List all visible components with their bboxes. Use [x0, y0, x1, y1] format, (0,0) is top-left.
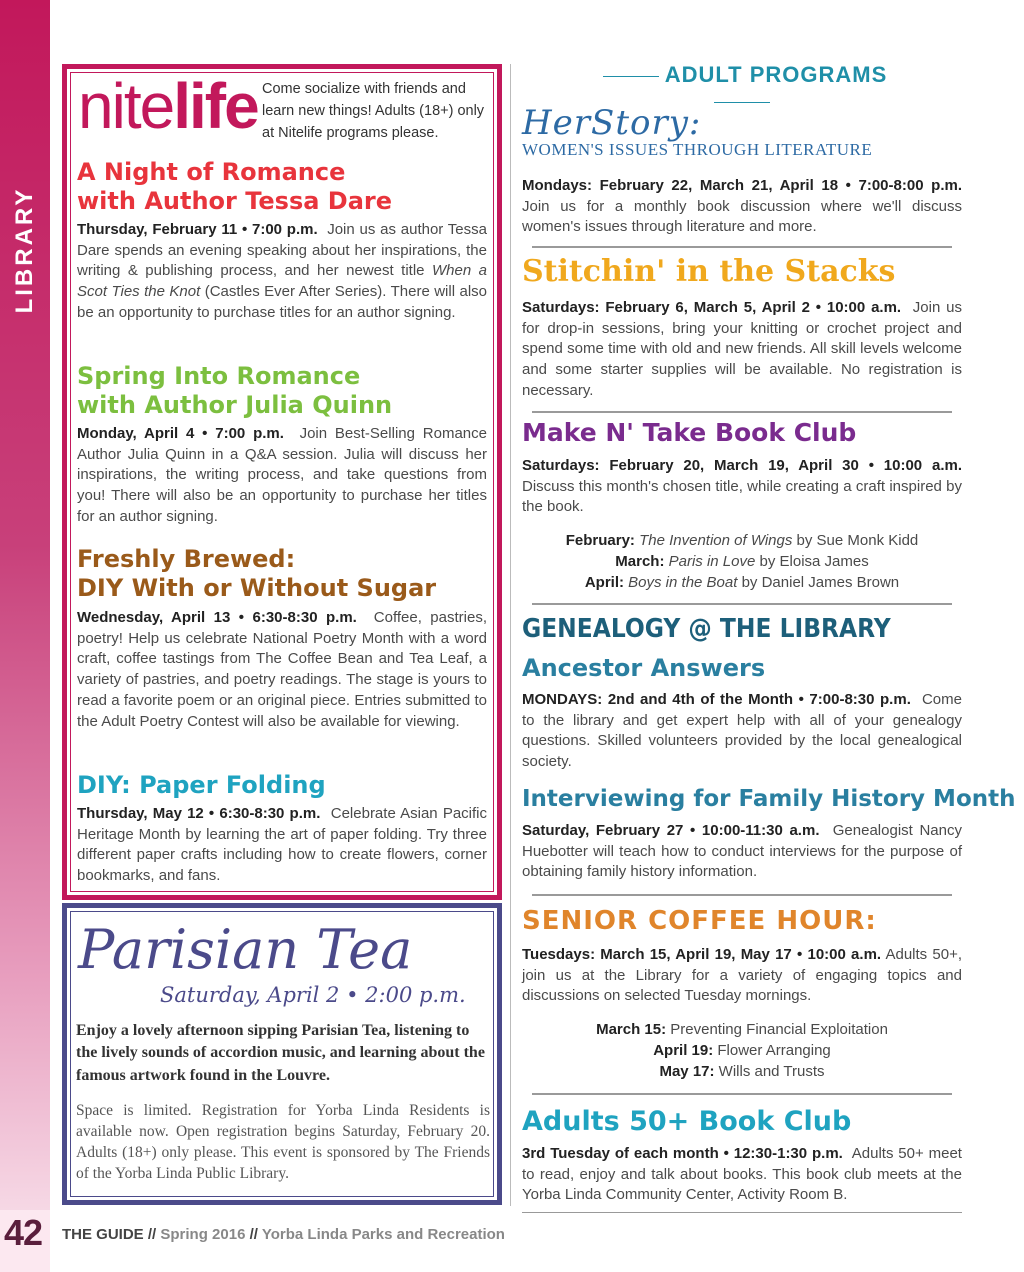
- adults50-title: Adults 50+ Book Club: [522, 1106, 852, 1137]
- bottom-divider: [522, 1212, 962, 1213]
- divider: [532, 894, 952, 896]
- interviewing-title: Interviewing for Family History Month: [522, 786, 1016, 812]
- tea-note: Space is limited. Registration for Yorba Linda Residents is available now. Open registration begins Saturday, February 20. Adults (18+) only please. This event is sponsored by The Friends of the Yorba Linda Public Library.: [76, 1102, 490, 1182]
- herstory-title: HerStory:: [522, 103, 702, 143]
- divider: [532, 1093, 952, 1095]
- page-number: 42: [4, 1212, 43, 1253]
- adult-programs-heading: ADULT PROGRAMS: [572, 62, 912, 114]
- footer-org: Yorba Linda Parks and Recreation: [261, 1226, 505, 1243]
- list-item: April 19: Flower Arranging: [653, 1042, 831, 1059]
- column-divider: [510, 64, 511, 1206]
- event-title-spring: Spring Into Romance with Author Julia Quinn: [77, 362, 393, 419]
- senior-coffee-title: SENIOR COFFEE HOUR:: [522, 906, 877, 936]
- herstory-subtitle: WOMEN'S ISSUES THROUGH LITERATURE: [522, 140, 873, 159]
- tea-date: Saturday, April 2 • 2:00 p.m.: [160, 983, 466, 1007]
- footer-sep-2: //: [249, 1226, 258, 1243]
- divider: [532, 603, 952, 605]
- event-when: Wednesday, April 13 • 6:30-8:30 p.m.: [77, 609, 357, 626]
- event-when: Monday, April 4 • 7:00 p.m.: [77, 425, 284, 442]
- event-body-romance: Thursday, February 11 • 7:00 p.m. Join us as author Tessa Dare spends an evening speaking about her inspirations, the writing & publishing process, and her newest title When a Scot Ties the Knot (Castles Ever After Series). There will also be an opportunity to purchase titles for an author signing.: [77, 221, 488, 321]
- footer-season: Spring 2016: [160, 1226, 246, 1243]
- nitelife-intro: Come socialize with friends and learn new things! Adults (18+) only at Nitelife programs please.: [262, 81, 485, 141]
- interviewing-body: Saturday, February 27 • 10:00-11:30 a.m. Genealogist Nancy Huebotter will teach how to conduct interviews for the purpose of obtaining family history information.: [522, 822, 962, 881]
- event-body-paper-folding: Thursday, May 12 • 6:30-8:30 p.m. Celebrate Asian Pacific Heritage Month by learning the art of paper folding. Try three different paper crafts including how to create flowers, corner bookmarks, and fans.: [77, 805, 487, 885]
- nitelife-logo: nitelife: [78, 70, 258, 142]
- sidebar-section-label: LIBRARY: [11, 186, 38, 314]
- senior-coffee-body: Tuesdays: March 15, April 19, May 17 • 10:00 a.m. Adults 50+, join us at the Library for a variety of engaging topics and discussions on selected Tuesday mornings.: [522, 946, 963, 1005]
- maketake-title: Make N' Take Book Club: [522, 418, 857, 447]
- stitchin-title: Stitchin' in the Stacks: [522, 254, 896, 289]
- event-title-freshly-brewed: Freshly Brewed: DIY With or Without Sugar: [77, 545, 437, 602]
- event-body-spring: Monday, April 4 • 7:00 p.m. Join Best-Selling Romance Author Julia Quinn in a Q&A session. Julia will discuss her inspirations, the writing process, and take questions from you! There will also be an opportunity to purchase her titles for an author signing.: [77, 425, 487, 525]
- footer: [62, 1226, 505, 1243]
- list-item: February: The Invention of Wings by Sue Monk Kidd: [565, 532, 919, 549]
- event-title-romance: A Night of Romance with Author Tessa Dare: [77, 158, 393, 215]
- stitchin-body: Saturdays: February 6, March 5, April 2 • 10:00 a.m. Join us for drop-in sessions, bring your knitting or crochet project and spend some time with old and new friends. All skill levels welcome and some starter supplies will be available. No registration is necessary.: [522, 299, 962, 399]
- footer-sep-1: //: [147, 1226, 157, 1243]
- adults50-body: 3rd Tuesday of each month • 12:30-1:30 p.m. Adults 50+ meet to read, enjoy and talk about books. This book club meets at the Yorba Linda Community Center, Activity Room B.: [522, 1145, 962, 1204]
- tea-description: Enjoy a lovely afternoon sipping Parisian Tea, listening to the lively sounds of accordion music, and learning about the famous artwork found in the Louvre.: [76, 1022, 485, 1084]
- tea-title: Parisian Tea: [78, 918, 413, 981]
- event-when: Thursday, May 12 • 6:30-8:30 p.m.: [77, 805, 321, 822]
- divider: [532, 246, 952, 248]
- herstory-body: Mondays: February 22, March 21, April 18 • 7:00-8:00 p.m. Join us for a monthly book discussion where we'll discuss women's issues through literature and more.: [522, 177, 962, 236]
- event-title-paper-folding: DIY: Paper Folding: [77, 771, 326, 799]
- event-when: Thursday, February 11 • 7:00 p.m.: [77, 221, 318, 238]
- event-body-freshly-brewed: Wednesday, April 13 • 6:30-8:30 p.m. Coffee, pastries, poetry! Help us celebrate National Poetry Month with a word craft, coffee tastings from The Coffee Bean and Tea Leaf, a variety of pastries, and poetry readings. The stage is yours to read a favorite poem or an original piece. Entries submitted to the Adult Poetry Contest will also be available for viewing.: [77, 609, 488, 730]
- list-item: March: Paris in Love by Eloisa James: [615, 553, 869, 570]
- ancestor-answers-title: Ancestor Answers: [522, 654, 766, 682]
- list-item: May 17: Wills and Trusts: [659, 1063, 825, 1080]
- list-item: April: Boys in the Boat by Daniel James Brown: [584, 574, 900, 591]
- maketake-book-list: [522, 530, 962, 593]
- footer-guide: THE GUIDE: [62, 1226, 144, 1243]
- maketake-body: Saturdays: February 20, March 19, April 30 • 10:00 a.m. Discuss this month's chosen title, while creating a craft inspired by the book.: [522, 457, 962, 516]
- divider: [532, 411, 952, 413]
- list-item: March 15: Preventing Financial Exploitation: [596, 1021, 888, 1038]
- genealogy-title: GENEALOGY @ THE LIBRARY: [522, 614, 891, 644]
- senior-topic-list: [522, 1019, 962, 1082]
- ancestor-answers-body: MONDAYS: 2nd and 4th of the Month • 7:00-8:30 p.m. Come to the library and get expert help with all of your genealogy questions. Skilled volunteers provided by the local genealogical society.: [522, 691, 962, 771]
